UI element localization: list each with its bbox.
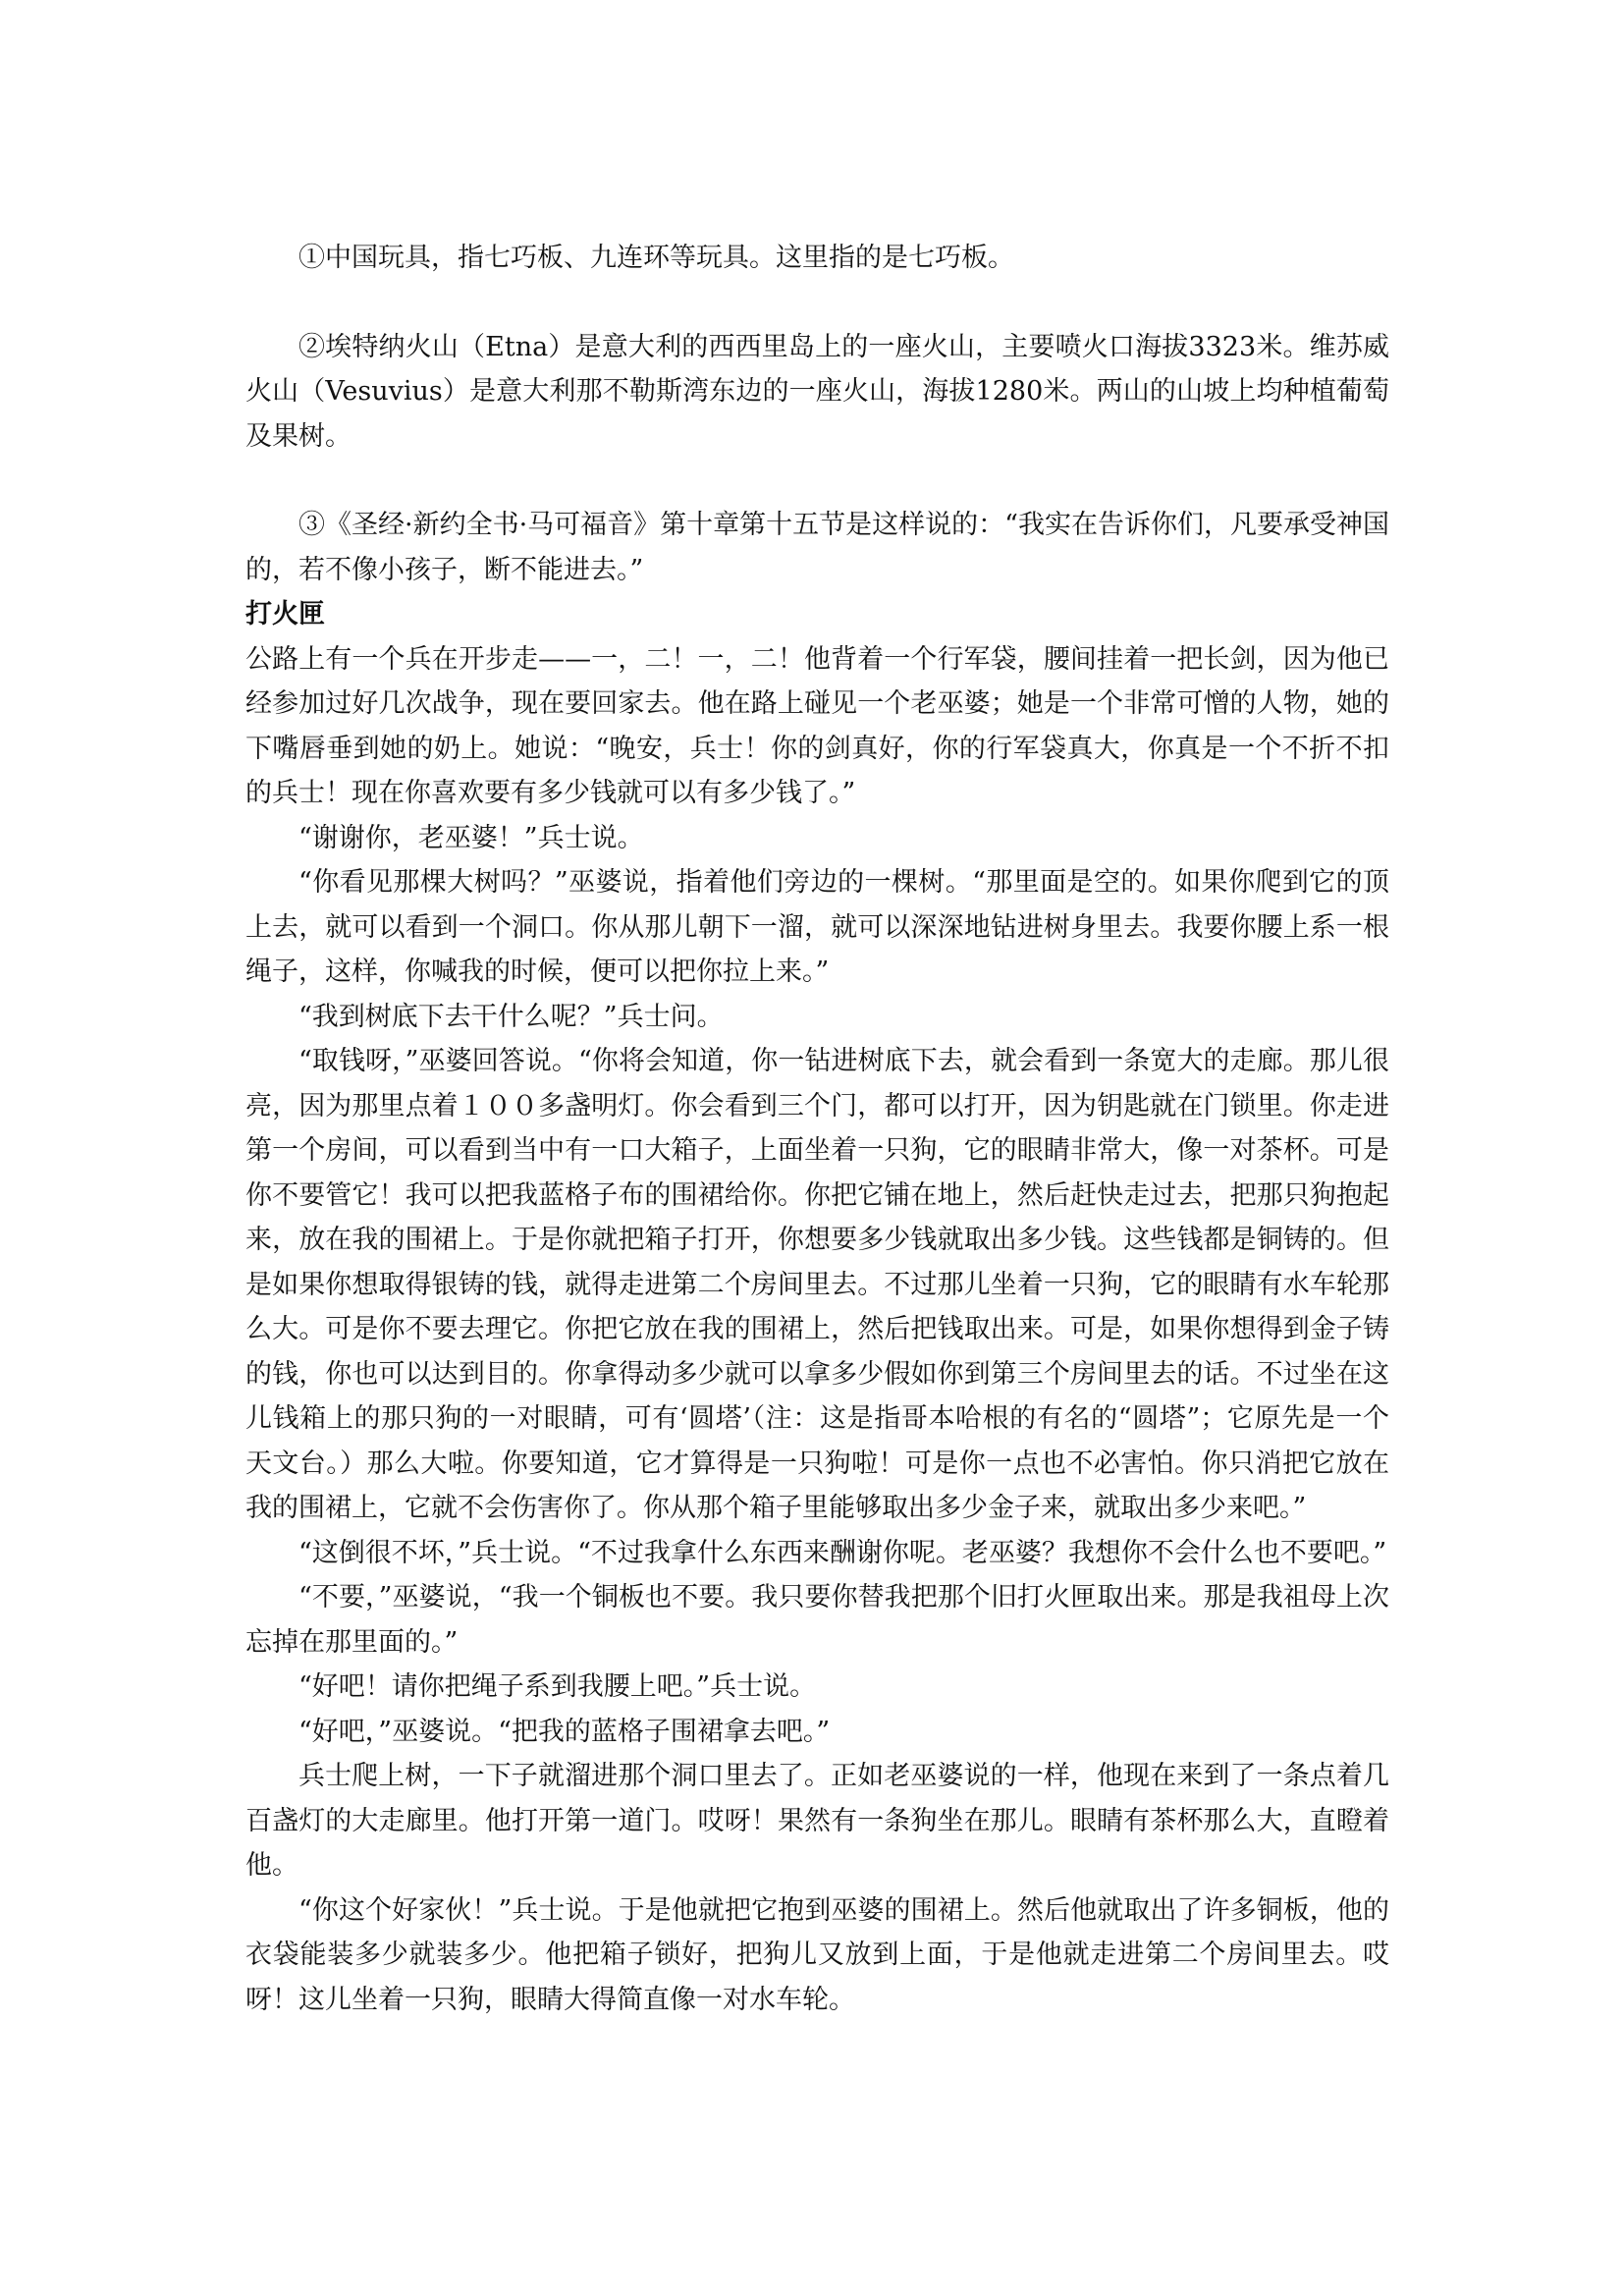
footnote-2: ②埃特纳火山（Etna）是意大利的西西里岛上的一座火山，主要喷火口海拔3323米。维苏威火山（Vesuvius）是意大利那不勒斯湾东边的一座火山，海拔1280米。两山的山坡上均种植葡萄及果树。 [245,331,1389,452]
story-paragraph: “你这个好家伙！”兵士说。于是他就把它抱到巫婆的围裙上。然后他就取出了许多铜板，他的衣袋能装多少就装多少。他把箱子锁好，把狗儿又放到上面，于是他就走进第二个房间里去。哎呀！这儿坐着一只狗，眼睛大得简直像一对水车轮。 [245,1894,1389,2015]
story-paragraph: 公路上有一个兵在开步走——一，二！一，二！他背着一个行军袋，腰间挂着一把长剑，因为他已经参加过好几次战争，现在要回家去。他在路上碰见一个老巫婆；她是一个非常可憎的人物，她的下嘴唇垂到她的奶上。她说：“晚安，兵士！你的剑真好，你的行军袋真大，你真是一个不折不扣的兵士！现在你喜欢要有多少钱就可以有多少钱了。” [245,643,1389,808]
story-paragraph: “好吧！请你把绳子系到我腰上吧。”兵士说。 [298,1671,817,1702]
story-paragraph: “我到树底下去干什么呢？”兵士问。 [298,1001,724,1032]
footnote-1: ①中国玩具，指七巧板、九连环等玩具。这里指的是七巧板。 [298,243,1014,273]
story-paragraph: “好吧，”巫婆说。“把我的蓝格子围裙拿去吧。” [298,1716,831,1747]
story-title: 打火匣 [245,599,325,629]
story-paragraph: “取钱呀，”巫婆回答说。“你将会知道，你一钻进树底下去，就会看到一条宽大的走廊。那儿很亮，因为那里点着１００多盏明灯。你会看到三个门，都可以打开，因为钥匙就在门锁里。你走进第一个房间，可以看到当中有一口大箱子，上面坐着一只狗，它的眼睛非常大，像一对茶杯。可是你不要管它！我可以把我蓝格子布的围裙给你。你把它铺在地上，然后赶快走过去，把那只狗抱起来，放在我的围裙上。于是你就把箱子打开，你想要多少钱就取出多少钱。这些钱都是铜铸的。但是如果你想取得银铸的钱，就得走进第二个房间里去。不过那儿坐着一只狗，它的眼睛有水车轮那么大。可是你不要去理它。你把它放在我的围裙上，然后把钱取出来。可是，如果你想得到金子铸的钱，你也可以达到目的。你拿得动多少就可以拿多少假如你到第三个房间里去的话。不过坐在这儿钱箱上的那只狗的一对眼睛，可有‘圆塔’（注：这是指哥本哈根的有名的“圆塔”；它原先是一个天文台。）那么大啦。你要知道，它才算得是一只狗啦！可是你一点也不必害怕。你只消把它放在我的围裙上，它就不会伤害你了。你从那个箱子里能够取出多少金子来，就取出多少来吧。” [245,1046,1389,1523]
story-paragraph: “你看见那棵大树吗？”巫婆说，指着他们旁边的一棵树。“那里面是空的。如果你爬到它的顶上去，就可以看到一个洞口。你从那儿朝下一溜，就可以深深地钻进树身里去。我要你腰上系一根绳子，这样，你喊我的时候，便可以把你拉上来。” [245,867,1389,987]
document-page [245,236,1389,2022]
footnote-3: ③《圣经·新约全书·马可福音》第十章第十五节是这样说的：“我实在告诉你们，凡要承受神国的，若不像小孩子，断不能进去。” [245,510,1389,585]
story-paragraph: “不要，”巫婆说，“我一个铜板也不要。我只要你替我把那个旧打火匣取出来。那是我祖母上次忘掉在那里面的。” [245,1582,1389,1658]
story-paragraph: “这倒很不坏，”兵士说。“不过我拿什么东西来酬谢你呢。老巫婆？我想你不会什么也不要吧。” [298,1537,1387,1568]
story-paragraph: “谢谢你，老巫婆！”兵士说。 [298,822,644,853]
story-paragraph: 兵士爬上树，一下子就溜进那个洞口里去了。正如老巫婆说的一样，他现在来到了一条点着几百盏灯的大走廊里。他打开第一道门。哎呀！果然有一条狗坐在那儿。眼睛有茶杯那么大，直瞪着他。 [245,1761,1389,1881]
